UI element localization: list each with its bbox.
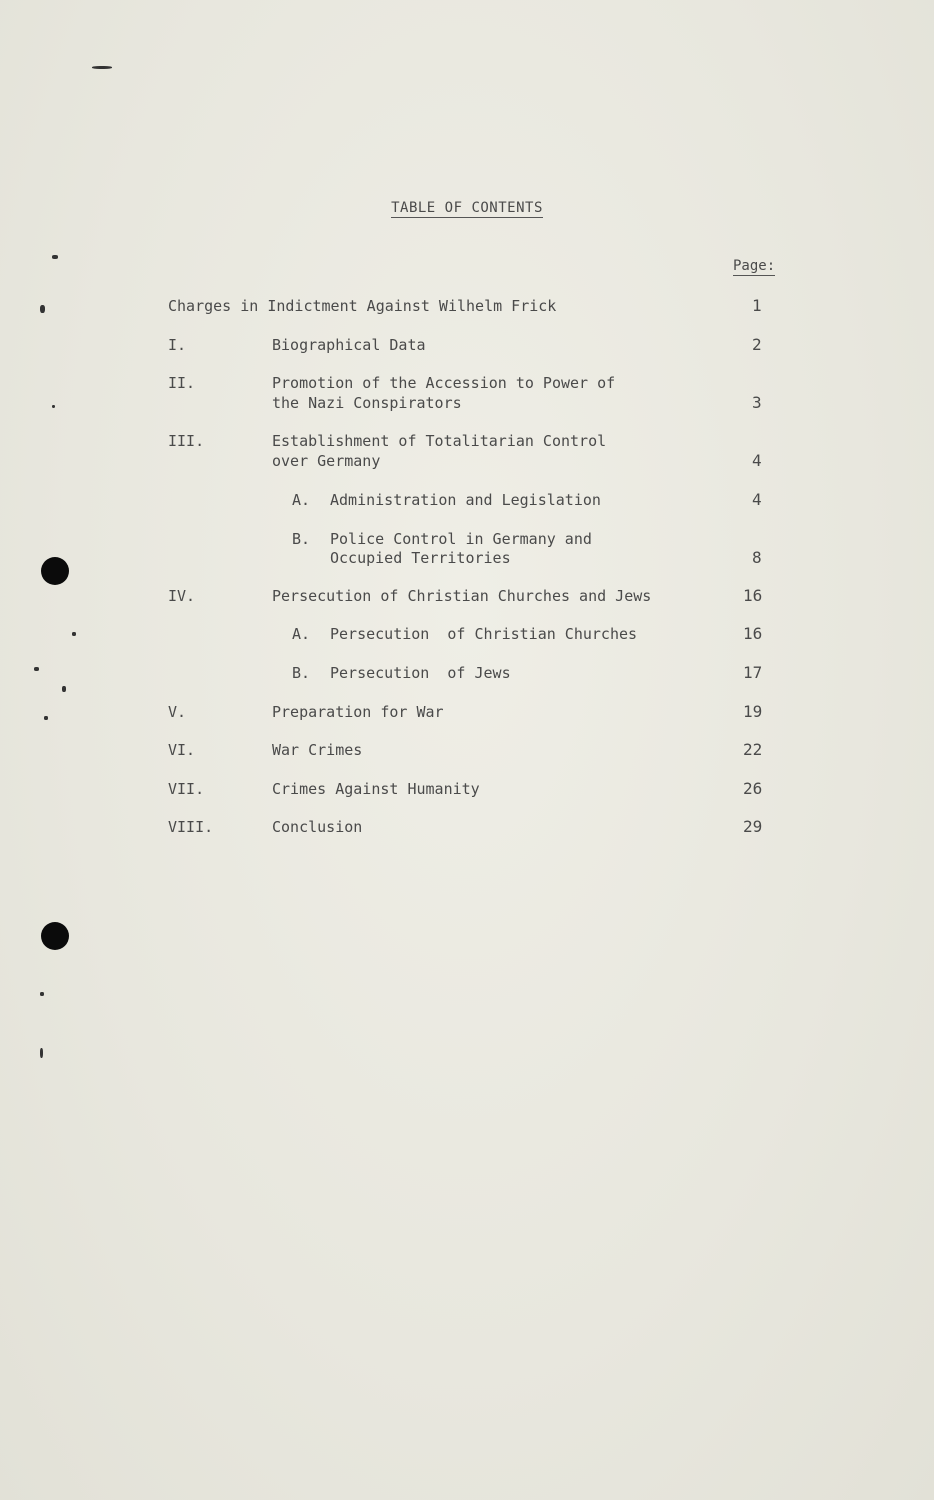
toc-entry-page: 16 — [743, 624, 763, 643]
toc-entry-number: IV. — [168, 587, 196, 605]
speck-mark — [40, 1048, 43, 1058]
speck-mark — [34, 667, 39, 671]
toc-entry-title: Administration and Legislation — [330, 491, 601, 509]
page-column-header: Page: — [733, 258, 776, 274]
toc-entry-page: 26 — [743, 779, 763, 798]
toc-entry-number: A. — [292, 491, 311, 509]
speck-mark — [40, 992, 44, 996]
toc-entry-title-line1: Establishment of Totalitarian Control — [272, 432, 607, 450]
toc-entry-page: 2 — [752, 335, 762, 354]
toc-entry-number: B. — [292, 530, 311, 548]
toc-entry-title: Preparation for War — [272, 703, 444, 721]
toc-entry-page: 29 — [743, 817, 763, 836]
speck-mark — [52, 255, 58, 259]
toc-entry-number: B. — [292, 664, 311, 682]
toc-entry-title: Charges in Indictment Against Wilhelm Frick — [168, 297, 557, 315]
toc-entry-number: VI. — [168, 741, 196, 759]
toc-entry-page: 22 — [743, 740, 763, 759]
toc-entry-title-line1: Promotion of the Accession to Power of — [272, 374, 616, 392]
toc-entry-page: 17 — [743, 663, 763, 682]
toc-entry-title: Persecution of Christian Churches and Jews — [272, 587, 652, 605]
toc-entry-number: A. — [292, 625, 311, 643]
toc-entry-title-line1: Police Control in Germany and — [330, 530, 592, 548]
toc-entry-title: Conclusion — [272, 818, 363, 836]
document-title-text: TABLE OF CONTENTS — [391, 200, 543, 216]
speck-mark — [62, 686, 66, 692]
toc-entry-number: I. — [168, 336, 187, 354]
speck-mark — [44, 716, 48, 720]
toc-entry-title: Persecution of Jews — [330, 664, 511, 682]
toc-entry-title-line2: the Nazi Conspirators — [272, 394, 462, 412]
toc-entry-title: Biographical Data — [272, 336, 426, 354]
speck-mark — [72, 632, 76, 636]
speck-mark — [40, 305, 45, 313]
document-title — [0, 200, 934, 216]
toc-entry-number: VIII. — [168, 818, 214, 836]
speck-mark — [92, 66, 112, 69]
speck-mark — [52, 405, 55, 408]
toc-entry-page: 16 — [743, 586, 763, 605]
toc-entry-page: 3 — [752, 393, 762, 412]
toc-entry-title-line2: over Germany — [272, 452, 381, 470]
toc-entry-title: Persecution of Christian Churches — [330, 625, 638, 643]
toc-entry-number: VII. — [168, 780, 205, 798]
toc-entry-title-line2: Occupied Territories — [330, 549, 511, 567]
toc-entry-title: Crimes Against Humanity — [272, 780, 480, 798]
toc-entry-title: War Crimes — [272, 741, 363, 759]
punch-hole — [41, 557, 69, 585]
toc-entry-number: III. — [168, 432, 205, 450]
toc-entry-page: 4 — [752, 451, 762, 470]
toc-entry-number: V. — [168, 703, 187, 721]
toc-entry-page: 19 — [743, 702, 763, 721]
toc-entry-page: 1 — [752, 296, 762, 315]
toc-entry-page: 4 — [752, 490, 762, 509]
toc-entry-page: 8 — [752, 548, 762, 567]
punch-hole — [41, 922, 69, 950]
toc-entry-number: II. — [168, 374, 196, 392]
